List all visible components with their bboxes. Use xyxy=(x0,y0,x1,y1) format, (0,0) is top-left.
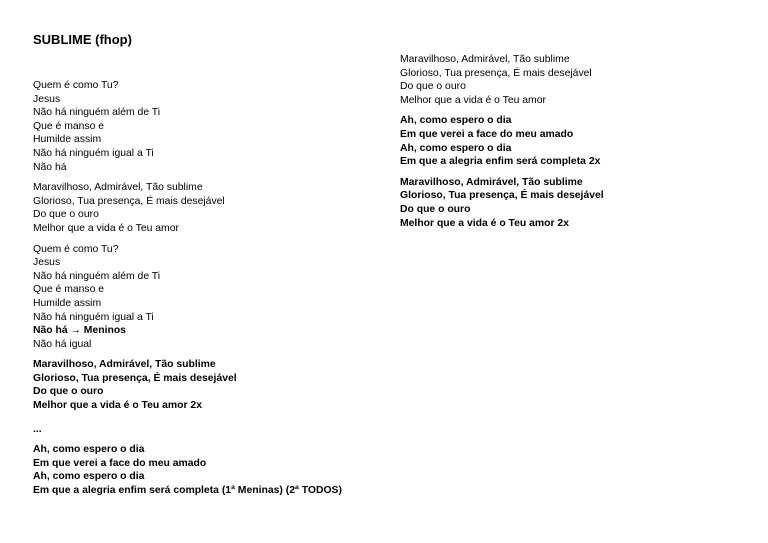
lyric-line: Não há ninguém além de Ti xyxy=(33,270,161,282)
stanza xyxy=(33,181,393,235)
lyric-line: Glorioso, Tua presença, É mais desejável xyxy=(33,372,237,384)
lyric-line: Humilde assim xyxy=(33,134,102,146)
lyric-line: Maravilhoso, Admirável, Tão sublime xyxy=(400,176,583,188)
lyric-line: Não há ninguém igual a Ti xyxy=(33,311,154,323)
stanza xyxy=(33,443,393,497)
lyric-line: Não há igual xyxy=(33,338,92,350)
lyric-line: Não há ninguém igual a Ti xyxy=(33,147,154,159)
stanza xyxy=(33,358,393,412)
lyric-line: Não há xyxy=(33,161,67,173)
lyric-line: Quem é como Tu? xyxy=(33,243,119,255)
lyric-line: Que é manso e xyxy=(33,120,105,132)
lyric-line: Melhor que a vida é o Teu amor xyxy=(400,94,546,106)
lyric-line: Em que a alegria enfim será completa 2x xyxy=(400,156,601,168)
stanza xyxy=(33,243,393,352)
lyric-line: Não há ninguém além de Ti xyxy=(33,107,161,119)
stanza xyxy=(400,53,760,107)
lyric-line: Do que o ouro xyxy=(400,81,466,93)
stanza xyxy=(400,176,760,230)
lyric-line: Quem é como Tu? xyxy=(33,80,119,91)
lyric-line: Melhor que a vida é o Teu amor 2x xyxy=(400,217,569,229)
lyric-line: Maravilhoso, Admirável, Tão sublime xyxy=(400,54,570,65)
lyric-line: ... xyxy=(33,423,42,435)
lyric-line: Glorioso, Tua presença, É mais desejável xyxy=(400,67,592,79)
lyric-line: Melhor que a vida é o Teu amor xyxy=(33,222,179,234)
stanza xyxy=(33,79,393,174)
lyric-line: Do que o ouro xyxy=(33,209,99,221)
lyric-line: Maravilhoso, Admirável, Tão sublime xyxy=(33,359,216,371)
lyric-line: Ah, como espero o dia xyxy=(33,444,145,456)
lyric-line: Glorioso, Tua presença, É mais desejável xyxy=(33,195,225,207)
stanza xyxy=(33,423,393,437)
stanza xyxy=(400,114,760,168)
lyric-line: Que é manso e xyxy=(33,284,105,296)
lyric-line: Não há → Meninos xyxy=(33,325,126,337)
lyric-line: Em que verei a face do meu amado xyxy=(400,128,574,140)
lyric-line: Jesus xyxy=(33,93,61,105)
lyric-line: Ah, como espero o dia xyxy=(400,115,512,127)
lyric-line: Do que o ouro xyxy=(400,203,471,215)
lyric-line: Humilde assim xyxy=(33,297,102,309)
song-title: SUBLIME (fhop) xyxy=(33,32,132,47)
lyric-line: Maravilhoso, Admirável, Tão sublime xyxy=(33,182,203,194)
left-column xyxy=(33,79,393,505)
lyric-line: Ah, como espero o dia xyxy=(33,471,145,483)
lyric-line: Em que verei a face do meu amado xyxy=(33,457,207,469)
lyric-line: Jesus xyxy=(33,257,61,269)
lyric-line: Glorioso, Tua presença, É mais desejável xyxy=(400,190,604,202)
right-column xyxy=(400,53,760,237)
lyric-line: Em que a alegria enfim será completa (1ª Meninas) (2ª TODOS) xyxy=(33,485,342,497)
lyric-line: Do que o ouro xyxy=(33,386,104,398)
lyric-line: Ah, como espero o dia xyxy=(400,142,512,154)
lyric-line: Melhor que a vida é o Teu amor 2x xyxy=(33,400,202,412)
